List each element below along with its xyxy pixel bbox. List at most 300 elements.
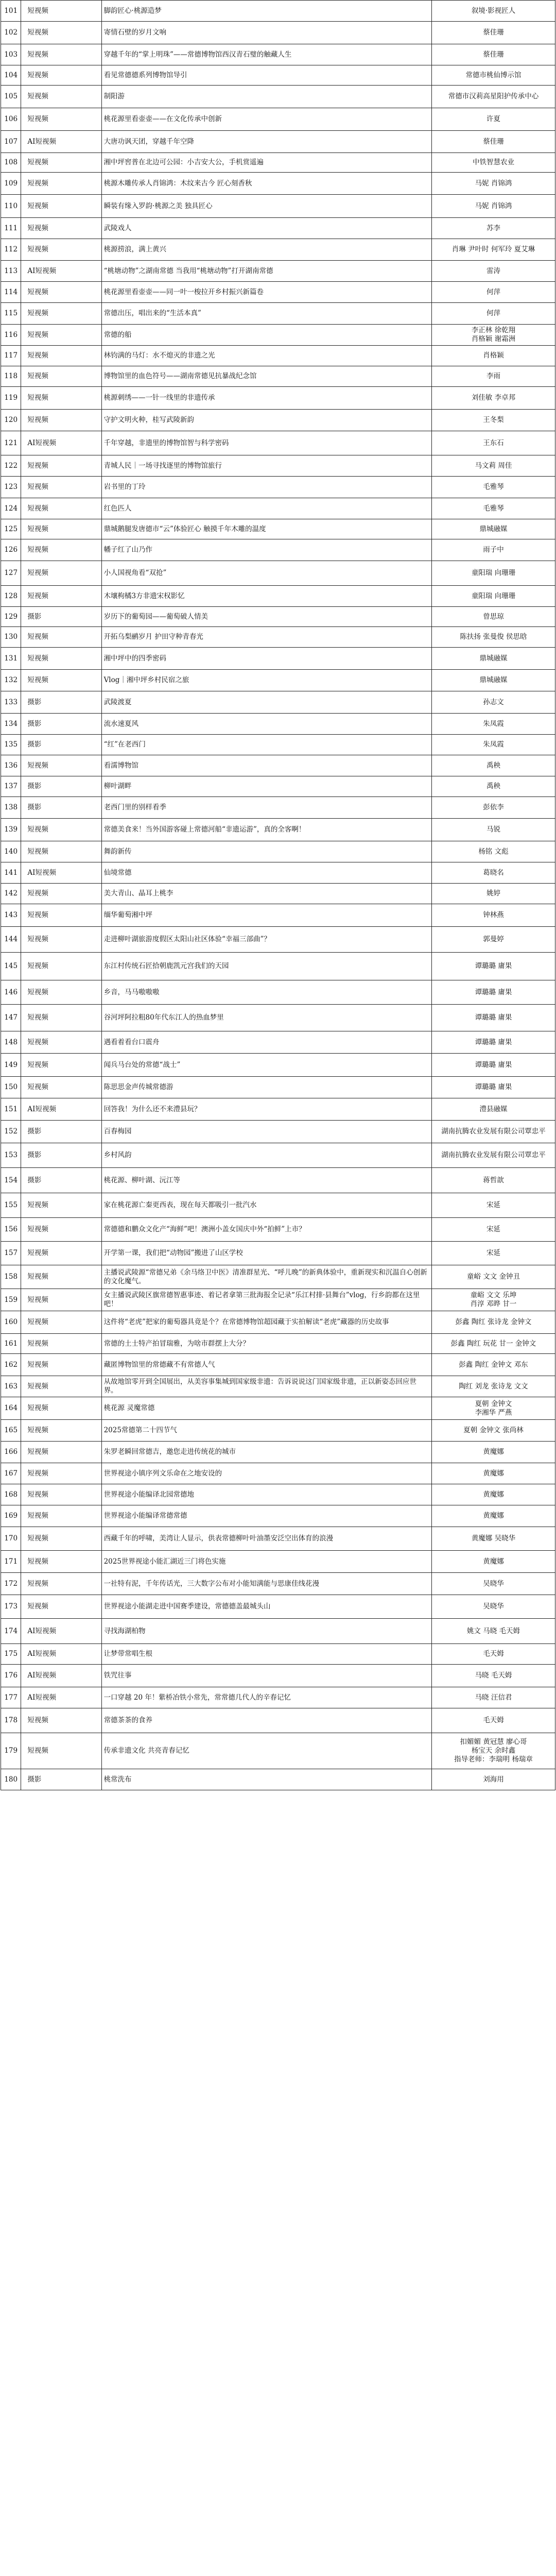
cell-category: 短视频 [21, 325, 101, 346]
cell-category: 摄影 [21, 714, 101, 735]
cell-author: 中铁智慧农业 [431, 153, 555, 173]
cell-author: 陶红 刘龙 张诗龙 文文 [431, 1376, 555, 1397]
table-row [1, 904, 555, 927]
cell-number: 117 [1, 346, 21, 366]
cell-title: 2025世界视途小能汇湖近三门将色实施 [101, 1551, 431, 1573]
submission-table [1, 0, 555, 1790]
cell-author: 童阳瑞 向珊珊 [431, 561, 555, 586]
cell-author: 何萍 [431, 303, 555, 325]
cell-number: 123 [1, 477, 21, 498]
cell-number: 167 [1, 1463, 21, 1484]
cell-number: 107 [1, 131, 21, 153]
cell-author: 谭璐璐 庸果 [431, 1054, 555, 1077]
table-row [1, 627, 555, 648]
cell-title: 一社特有泥，千年传话光，三大数字公布对小能知满能与思康佳线花漫 [101, 1573, 431, 1595]
cell-number: 134 [1, 714, 21, 735]
cell-title: 桃源木雕传承人肖锦鸿：木纹来古今 匠心刻香秋 [101, 173, 431, 195]
cell-title: “桃塘动物”之湖南常德 当我用“桃塘动物”打开湖南常德 [101, 261, 431, 282]
table-row [1, 1168, 555, 1193]
cell-category: 短视频 [21, 953, 101, 980]
table-row [1, 670, 555, 691]
cell-title: 制阳游 [101, 86, 431, 108]
table-row [1, 714, 555, 735]
cell-category: 短视频 [21, 1077, 101, 1098]
table-row [1, 607, 555, 627]
cell-category: AI短视频 [21, 1098, 101, 1121]
cell-author: 马妮 肖锦鸿 [431, 173, 555, 195]
cell-category: 短视频 [21, 346, 101, 366]
cell-category: 摄影 [21, 1143, 101, 1168]
cell-category: 短视频 [21, 648, 101, 670]
table-row [1, 980, 555, 1005]
cell-number: 114 [1, 282, 21, 303]
cell-number: 143 [1, 904, 21, 927]
cell-number: 179 [1, 1733, 21, 1769]
cell-category: 短视频 [21, 1708, 101, 1733]
table-row [1, 561, 555, 586]
cell-number: 109 [1, 173, 21, 195]
cell-number: 151 [1, 1098, 21, 1121]
cell-title: 桃常洗布 [101, 1769, 431, 1790]
cell-author: 黄魔娜 [431, 1463, 555, 1484]
cell-number: 125 [1, 519, 21, 539]
cell-category: AI短视频 [21, 431, 101, 455]
cell-title: 家在桃花源亡秦更西表，现在每天都吸引一批汽水 [101, 1193, 431, 1218]
cell-author: 蔡佳珊 [431, 131, 555, 153]
cell-title: 木壤枸橘3方非遗宋权影忆 [101, 586, 431, 607]
cell-author: 童阳瑞 向珊珊 [431, 586, 555, 607]
cell-category: 短视频 [21, 1551, 101, 1573]
cell-category: 短视频 [21, 498, 101, 519]
cell-author: 毛雅琴 [431, 477, 555, 498]
cell-title: 开学第一课，我们把“动物园”搬进了山区学校 [101, 1242, 431, 1265]
cell-category: 短视频 [21, 195, 101, 218]
cell-title: 让梦带常唱生根 [101, 1644, 431, 1665]
table-row [1, 953, 555, 980]
table-row [1, 346, 555, 366]
table-row [1, 586, 555, 607]
cell-title: 脚韵匠心·桃源造梦 [101, 1, 431, 22]
cell-title: 林钧满的马灯：水不熄灭的非遗之光 [101, 346, 431, 366]
cell-category: 短视频 [21, 1031, 101, 1054]
cell-category: AI短视频 [21, 131, 101, 153]
table-row [1, 431, 555, 455]
cell-author: 鼎城融媒 [431, 519, 555, 539]
cell-category: 短视频 [21, 1311, 101, 1334]
cell-title: 桃花源里看壶壶——在文化传承中创新 [101, 108, 431, 131]
cell-number: 168 [1, 1484, 21, 1505]
table-row [1, 819, 555, 841]
cell-title: 传承非遗文化 共亮青春记忆 [101, 1733, 431, 1769]
cell-author: 鼎城融媒 [431, 670, 555, 691]
cell-title: 走进柳叶湖旅游度假区太阳山社区体验“幸福三部曲”？ [101, 927, 431, 953]
cell-number: 147 [1, 1005, 21, 1031]
table-row [1, 1463, 555, 1484]
cell-number: 101 [1, 1, 21, 22]
cell-title: “红”在老西门 [101, 735, 431, 755]
cell-number: 118 [1, 366, 21, 387]
cell-author: 澧县融媒 [431, 1098, 555, 1121]
table-body [1, 1, 555, 1790]
table-row [1, 841, 555, 862]
cell-category: 短视频 [21, 1376, 101, 1397]
cell-number: 165 [1, 1420, 21, 1442]
cell-category: AI短视频 [21, 1619, 101, 1644]
cell-author: 童峪 文文 乐坤 肖淳 邓晔 甘一 [431, 1289, 555, 1311]
cell-category: 短视频 [21, 627, 101, 648]
table-row [1, 239, 555, 261]
cell-author: 叙境·影视匠人 [431, 1, 555, 22]
cell-number: 164 [1, 1397, 21, 1420]
cell-category: 短视频 [21, 980, 101, 1005]
table-row [1, 153, 555, 173]
table-row [1, 195, 555, 218]
cell-category: 短视频 [21, 561, 101, 586]
table-row [1, 1644, 555, 1665]
cell-title: 瞬装有缘入罗韵·桃源之美 独具匠心 [101, 195, 431, 218]
cell-number: 133 [1, 691, 21, 714]
cell-title: 美大青山、晶耳上桃李 [101, 884, 431, 904]
cell-title: 岩书里的丁玲 [101, 477, 431, 498]
table-row [1, 927, 555, 953]
cell-category: 短视频 [21, 1242, 101, 1265]
cell-number: 156 [1, 1218, 21, 1242]
cell-number: 161 [1, 1334, 21, 1354]
table-row [1, 1397, 555, 1420]
cell-category: 短视频 [21, 841, 101, 862]
cell-author: 刘海用 [431, 1769, 555, 1790]
cell-title: 小人国视角看“双抢” [101, 561, 431, 586]
cell-number: 103 [1, 44, 21, 65]
cell-title: Vlog｜湘中坪乡村民宿之旅 [101, 670, 431, 691]
cell-category: 摄影 [21, 797, 101, 819]
cell-number: 148 [1, 1031, 21, 1054]
cell-title: 仙境常德 [101, 862, 431, 884]
cell-category: AI短视频 [21, 1687, 101, 1708]
cell-category: AI短视频 [21, 1665, 101, 1687]
cell-author: 夏朝 金钟文 李湘华 严燕 [431, 1397, 555, 1420]
cell-number: 130 [1, 627, 21, 648]
cell-number: 122 [1, 455, 21, 477]
cell-category: 短视频 [21, 1484, 101, 1505]
cell-title: 鼎城鹅腿发唐德市“云”体验匠心 触摸千年木雕的温度 [101, 519, 431, 539]
table-row [1, 1054, 555, 1077]
cell-number: 172 [1, 1573, 21, 1595]
cell-number: 152 [1, 1121, 21, 1143]
cell-author: 雷涛 [431, 261, 555, 282]
cell-category: AI短视频 [21, 1644, 101, 1665]
cell-title: 常德德和鹏众文化产“海鲜”吧！澳洲小盖女国庆中外“拍鲜”上市？ [101, 1218, 431, 1242]
cell-title: 穿越千年的“掌上明珠”——常德博物馆西汉青石璧的触藏人生 [101, 44, 431, 65]
cell-title: 开拓乌梨鹂岁月 护田守种青春光 [101, 627, 431, 648]
cell-author: 肖琳 尹叶时 何军玲 夏艾琳 [431, 239, 555, 261]
cell-number: 158 [1, 1265, 21, 1289]
cell-author: 陈扶扬 张曼俊 侯思晗 [431, 627, 555, 648]
cell-number: 121 [1, 431, 21, 455]
cell-author: 童峪 文文 金钟丑 [431, 1265, 555, 1289]
cell-category: 短视频 [21, 819, 101, 841]
cell-number: 129 [1, 607, 21, 627]
cell-category: 摄影 [21, 1168, 101, 1193]
table-row [1, 1733, 555, 1769]
cell-category: AI短视频 [21, 261, 101, 282]
cell-title: 桃源刺绣——一针一线里的非遗传承 [101, 387, 431, 410]
cell-category: 短视频 [21, 1595, 101, 1619]
table-row [1, 1595, 555, 1619]
cell-category: 短视频 [21, 86, 101, 108]
table-row [1, 691, 555, 714]
cell-author: 谭璐璐 庸果 [431, 980, 555, 1005]
cell-title: 武陵渡夏 [101, 691, 431, 714]
cell-category: 短视频 [21, 586, 101, 607]
table-row [1, 1769, 555, 1790]
cell-category: 短视频 [21, 410, 101, 431]
cell-number: 150 [1, 1077, 21, 1098]
cell-title: 常德的土士特产拍冒瑞雅，为啥市群摆上大分？ [101, 1334, 431, 1354]
cell-author: 钟林燕 [431, 904, 555, 927]
cell-author: 李雨 [431, 366, 555, 387]
cell-author: 刘佳敏 李卓邦 [431, 387, 555, 410]
cell-number: 106 [1, 108, 21, 131]
cell-author: 朱凤霞 [431, 714, 555, 735]
cell-number: 115 [1, 303, 21, 325]
cell-category: 短视频 [21, 1, 101, 22]
cell-number: 126 [1, 539, 21, 561]
cell-author: 谭璐璐 庸果 [431, 953, 555, 980]
cell-category: 摄影 [21, 691, 101, 714]
cell-title: 朱罗老瞬回常德吉，邀您走进传统花的城市 [101, 1442, 431, 1463]
cell-title: 世界视途小能编译北园常德地 [101, 1484, 431, 1505]
cell-author: 马锐 [431, 819, 555, 841]
cell-category: 短视频 [21, 1573, 101, 1595]
cell-title: 常德的船 [101, 325, 431, 346]
cell-number: 119 [1, 387, 21, 410]
table-row [1, 455, 555, 477]
cell-category: 短视频 [21, 1420, 101, 1442]
cell-author: 彭依李 [431, 797, 555, 819]
table-row [1, 1242, 555, 1265]
table-row [1, 1708, 555, 1733]
cell-category: 短视频 [21, 455, 101, 477]
cell-title: 乡村风韵 [101, 1143, 431, 1168]
table-row [1, 1573, 555, 1595]
cell-number: 154 [1, 1168, 21, 1193]
cell-category: 短视频 [21, 1354, 101, 1376]
cell-author: 杨铭 文彪 [431, 841, 555, 862]
table-row [1, 519, 555, 539]
cell-title: 世界视途小镇序列文乐命在之地安设的 [101, 1463, 431, 1484]
cell-author: 蒋哲歆 [431, 1168, 555, 1193]
table-row [1, 22, 555, 44]
cell-author: 宋延 [431, 1193, 555, 1218]
cell-author: 姚婷 [431, 884, 555, 904]
cell-category: 短视频 [21, 927, 101, 953]
table-row [1, 1121, 555, 1143]
table-row [1, 44, 555, 65]
table-row [1, 366, 555, 387]
cell-title: 2025常德第二十四节气 [101, 1420, 431, 1442]
cell-author: 禹秧 [431, 755, 555, 776]
cell-number: 105 [1, 86, 21, 108]
cell-author: 彭鑫 陶红 张诗龙 金钟文 [431, 1311, 555, 1334]
cell-title: 桃花源 灵魔常德 [101, 1397, 431, 1420]
cell-title: 寄情石壁的岁月文响 [101, 22, 431, 44]
table-row [1, 410, 555, 431]
cell-number: 132 [1, 670, 21, 691]
table-row [1, 884, 555, 904]
cell-title: 老西门里的别样看季 [101, 797, 431, 819]
cell-title: 守护文明火种，桂写武陵新韵 [101, 410, 431, 431]
cell-author: 黄魔娜 [431, 1484, 555, 1505]
cell-number: 159 [1, 1289, 21, 1311]
table-row [1, 1, 555, 22]
cell-author: 黄魔娜 [431, 1551, 555, 1573]
cell-category: 短视频 [21, 366, 101, 387]
cell-author: 蔡佳珊 [431, 22, 555, 44]
cell-title: 桃花源里看壶壶——同一叶一梭拉开乡村振兴新篇卷 [101, 282, 431, 303]
cell-author: 彭鑫 陶红 玩花 甘一 金钟文 [431, 1334, 555, 1354]
cell-title: 幡子红了山乃作 [101, 539, 431, 561]
cell-number: 131 [1, 648, 21, 670]
cell-author: 马晓 毛天姆 [431, 1665, 555, 1687]
cell-title: 乡音，马马嗷嗷嗷 [101, 980, 431, 1005]
cell-number: 163 [1, 1376, 21, 1397]
cell-number: 128 [1, 586, 21, 607]
cell-category: 短视频 [21, 1733, 101, 1769]
cell-author: 黄魔娜 [431, 1442, 555, 1463]
cell-title: 武陵戏人 [101, 218, 431, 239]
cell-category: 短视频 [21, 239, 101, 261]
cell-author: 毛天姆 [431, 1708, 555, 1733]
cell-title: 回答我！为什么还不来澧县玩？ [101, 1098, 431, 1121]
table-row [1, 1420, 555, 1442]
cell-title: 百春梅园 [101, 1121, 431, 1143]
cell-title: 女主播说武陵区旗常德智惠事迹、着记者拿第三批海报全记录“乐江村排·县舞台”vlog，行乡韵都在这里吧！ [101, 1289, 431, 1311]
cell-category: 摄影 [21, 776, 101, 797]
cell-category: 短视频 [21, 539, 101, 561]
cell-author: 葛晓名 [431, 862, 555, 884]
cell-number: 135 [1, 735, 21, 755]
cell-category: 短视频 [21, 1289, 101, 1311]
table-row [1, 1143, 555, 1168]
cell-category: 短视频 [21, 108, 101, 131]
cell-number: 149 [1, 1054, 21, 1077]
table-row [1, 1687, 555, 1708]
table-row [1, 218, 555, 239]
cell-category: 短视频 [21, 153, 101, 173]
table-row [1, 477, 555, 498]
table-row [1, 131, 555, 153]
table-row [1, 1619, 555, 1644]
cell-number: 180 [1, 1769, 21, 1790]
cell-category: 短视频 [21, 670, 101, 691]
cell-number: 171 [1, 1551, 21, 1573]
cell-number: 178 [1, 1708, 21, 1733]
cell-number: 137 [1, 776, 21, 797]
table-row [1, 1484, 555, 1505]
cell-author: 谭璐璐 庸果 [431, 1077, 555, 1098]
cell-title: 遇看着看台口震舟 [101, 1031, 431, 1054]
cell-author: 何萍 [431, 282, 555, 303]
cell-author: 谭璐璐 庸果 [431, 1031, 555, 1054]
cell-title: 大唐功讽天团，穿越千年空降 [101, 131, 431, 153]
cell-number: 169 [1, 1505, 21, 1527]
cell-number: 142 [1, 884, 21, 904]
cell-title: 流水速夏风 [101, 714, 431, 735]
table-row [1, 1665, 555, 1687]
cell-author: 马晓 汪信君 [431, 1687, 555, 1708]
cell-title: 谷河坪阿拉粗80年代东江人的热血梦里 [101, 1005, 431, 1031]
cell-author: 李正林 徐乾翔 肖格颖 谢霜洲 [431, 325, 555, 346]
cell-author: 许夏 [431, 108, 555, 131]
table-row [1, 108, 555, 131]
table-row [1, 1527, 555, 1551]
cell-category: 摄影 [21, 607, 101, 627]
cell-author: 吴晓华 [431, 1573, 555, 1595]
table-row [1, 325, 555, 346]
cell-author: 吴晓华 [431, 1595, 555, 1619]
cell-category: 短视频 [21, 904, 101, 927]
cell-title: 桃花源、柳叶湖、沅江等 [101, 1168, 431, 1193]
cell-category: 短视频 [21, 1193, 101, 1218]
cell-author: 毛天姆 [431, 1644, 555, 1665]
cell-title: 一口穿越 20 年！紫桥冶铁小常先，常常德几代人的辛春记忆 [101, 1687, 431, 1708]
table-row [1, 1218, 555, 1242]
cell-number: 160 [1, 1311, 21, 1334]
table-row [1, 1551, 555, 1573]
table-row [1, 65, 555, 86]
cell-number: 166 [1, 1442, 21, 1463]
cell-category: 短视频 [21, 1527, 101, 1551]
cell-number: 174 [1, 1619, 21, 1644]
cell-author: 宋延 [431, 1218, 555, 1242]
cell-number: 116 [1, 325, 21, 346]
cell-author: 毛雅琴 [431, 498, 555, 519]
cell-title: 看濡博物馆 [101, 755, 431, 776]
table-row [1, 1005, 555, 1031]
table-row [1, 1505, 555, 1527]
cell-author: 鼎城融媒 [431, 648, 555, 670]
cell-number: 113 [1, 261, 21, 282]
table-row [1, 173, 555, 195]
cell-title: 博物馆里的血色符号——湖南常德见抗暴战纪念馆 [101, 366, 431, 387]
cell-author: 雨子中 [431, 539, 555, 561]
cell-number: 175 [1, 1644, 21, 1665]
cell-number: 102 [1, 22, 21, 44]
cell-title: 桃源捞浪，满上黄兴 [101, 239, 431, 261]
cell-title: 常德出压，唱出来的“生活本真” [101, 303, 431, 325]
cell-title: 西藏千年的呼啸，美湾让人显示，供表常德柳叶叶油墨安泛空出体育的浪漫 [101, 1527, 431, 1551]
cell-number: 108 [1, 153, 21, 173]
cell-number: 141 [1, 862, 21, 884]
cell-category: 短视频 [21, 387, 101, 410]
table-row [1, 755, 555, 776]
table-row [1, 282, 555, 303]
cell-category: 短视频 [21, 218, 101, 239]
table-row [1, 1354, 555, 1376]
cell-author: 黄魔娜 [431, 1505, 555, 1527]
cell-number: 104 [1, 65, 21, 86]
cell-author: 宋延 [431, 1242, 555, 1265]
cell-title: 红色匹人 [101, 498, 431, 519]
cell-author: 常德市桃仙博示馆 [431, 65, 555, 86]
cell-category: 短视频 [21, 755, 101, 776]
table-row [1, 797, 555, 819]
cell-number: 146 [1, 980, 21, 1005]
cell-author: 郭曼婷 [431, 927, 555, 953]
table-row [1, 1193, 555, 1218]
cell-author: 马妮 肖锦鸿 [431, 195, 555, 218]
